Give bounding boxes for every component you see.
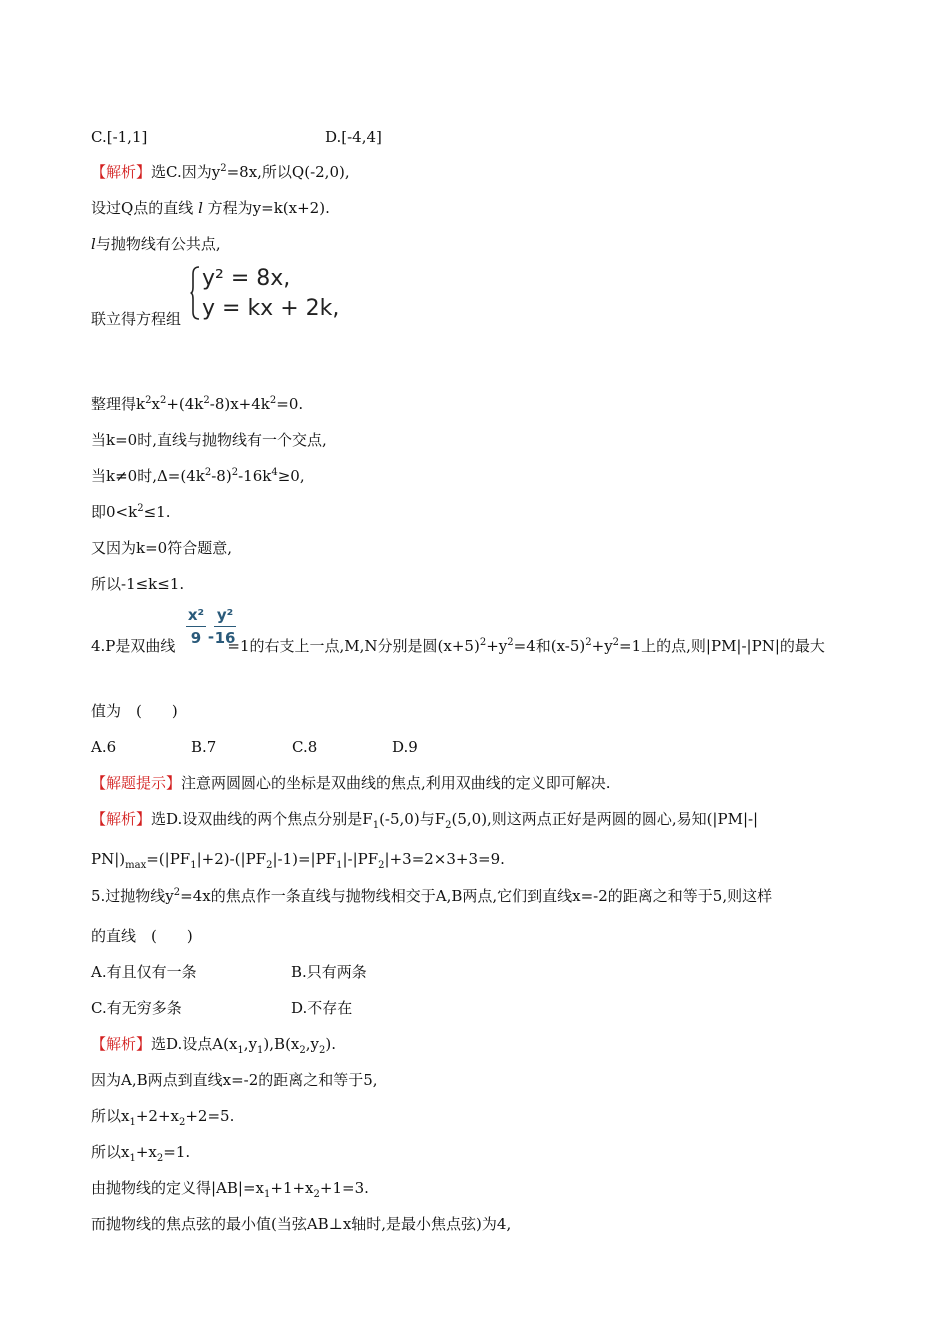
solution-tag: 【解析】 bbox=[91, 1035, 152, 1053]
q4-solution-line-2: $PN|)_{max}=(|PF_1|+2)-(|PF_2|-1)=|PF_1|-|PF_2|+3=2\times 3+3=9$. bbox=[91, 850, 505, 871]
solution-tag: 【解析】 bbox=[91, 163, 152, 181]
equation-1: y² = 8x, bbox=[202, 266, 291, 291]
q5-stem-line-1: 5.过抛物线$y^2=4x$的焦点作一条直线与抛物线相交于A,B两点,它们到直线x=-2的距离之和等于5,则这样 bbox=[91, 887, 773, 905]
q5-option-a: A.有且仅有一条 bbox=[91, 963, 197, 981]
q5-option-b: B.只有两条 bbox=[291, 963, 367, 981]
q5-solution-line-6: 而抛物线的焦点弦的最小值(当弦AB⊥x轴时,是最小焦点弦)为4, bbox=[91, 1215, 512, 1233]
q3-solution-line-4: 联立得方程组 bbox=[91, 310, 182, 328]
q5-solution-line-3: 所以$x_1+2+x_2+2=5$. bbox=[91, 1107, 235, 1128]
left-brace-icon bbox=[190, 266, 200, 320]
q3-solution-line-9: 又因为k=0符合题意, bbox=[91, 539, 232, 557]
equation-system bbox=[190, 262, 360, 326]
q3-solution-line-2: 设过Q点的直线 l 方程为y=k(x+2). bbox=[91, 199, 330, 217]
fraction-x2-over-9: x² 9 bbox=[187, 606, 205, 647]
q5-option-c: C.有无穷多条 bbox=[91, 999, 182, 1017]
q4-option-d: D.9 bbox=[392, 738, 418, 756]
q3-options-line bbox=[91, 127, 382, 147]
q3-solution-line-7: 当k≠0时$,\Delta=(4k^2-8)^2-16k^4\ge 0$, bbox=[91, 467, 305, 485]
solution-tag: 【解析】 bbox=[91, 810, 152, 828]
option-d: D.[-4,4] bbox=[325, 128, 382, 146]
q5-option-d: D.不存在 bbox=[291, 999, 353, 1017]
hint-tag: 【解题提示】 bbox=[91, 774, 182, 792]
q3-solution-line-1: 【解析】选C.因为$y^2=8x$,所以Q(-2,0), bbox=[91, 163, 350, 181]
fraction-y2-over-16: y² 16 bbox=[214, 606, 236, 647]
q5-solution-line-4: 所以$x_1+x_2=1$. bbox=[91, 1143, 191, 1164]
equation-2: y = kx + 2k, bbox=[202, 296, 340, 321]
q4-option-b: B.7 bbox=[191, 738, 217, 756]
fraction-minus-sign: - bbox=[207, 628, 215, 646]
q5-solution-line-2: 因为A,B两点到直线x=-2的距离之和等于5, bbox=[91, 1071, 378, 1089]
q4-option-c: C.8 bbox=[292, 738, 318, 756]
q5-solution-line-1: 【解析】选D.设点$A(x_1,y_1),B(x_2,y_2)$. bbox=[91, 1035, 337, 1056]
q3-solution-line-6: 当k=0时,直线与抛物线有一个交点, bbox=[91, 431, 327, 449]
q5-stem-line-2: 的直线 ( ) bbox=[91, 927, 193, 945]
option-c: C.[-1,1] bbox=[91, 128, 148, 146]
q3-solution-line-8: 即$0<k^2\le 1$. bbox=[91, 503, 171, 521]
q3-solution-line-3: l与抛物线有公共点, bbox=[91, 235, 221, 253]
q3-solution-line-5: 整理得$k^2x^2+(4k^2-8)x+4k^2=0$. bbox=[91, 395, 304, 413]
q4-stem-line-1: 4.P是双曲线 =1的右支上一点,M,N分别是圆$(x+5)^2+y^2=4$和$(x-5)^2+y^2=1$上的点,则|PM|-|PN|的最大 bbox=[91, 637, 825, 655]
q4-hint-line: 【解题提示】注意两圆圆心的坐标是双曲线的焦点,利用双曲线的定义即可解决. bbox=[91, 774, 611, 792]
q4-solution-line-1: 【解析】选D.设双曲线的两个焦点分别是$F_1(-5,0)$与$F_2(5,0)$,则这两点正好是两圆的圆心,易知(|PM|-| bbox=[91, 810, 759, 831]
q4-stem-line-2: 值为 ( ) bbox=[91, 702, 178, 720]
q5-solution-line-5: 由抛物线的定义得$|AB|=x_1+1+x_2+1=3$. bbox=[91, 1179, 369, 1200]
q3-solution-line-10: 所以-1≤k≤1. bbox=[91, 575, 185, 593]
q4-option-a: A.6 bbox=[91, 738, 117, 756]
